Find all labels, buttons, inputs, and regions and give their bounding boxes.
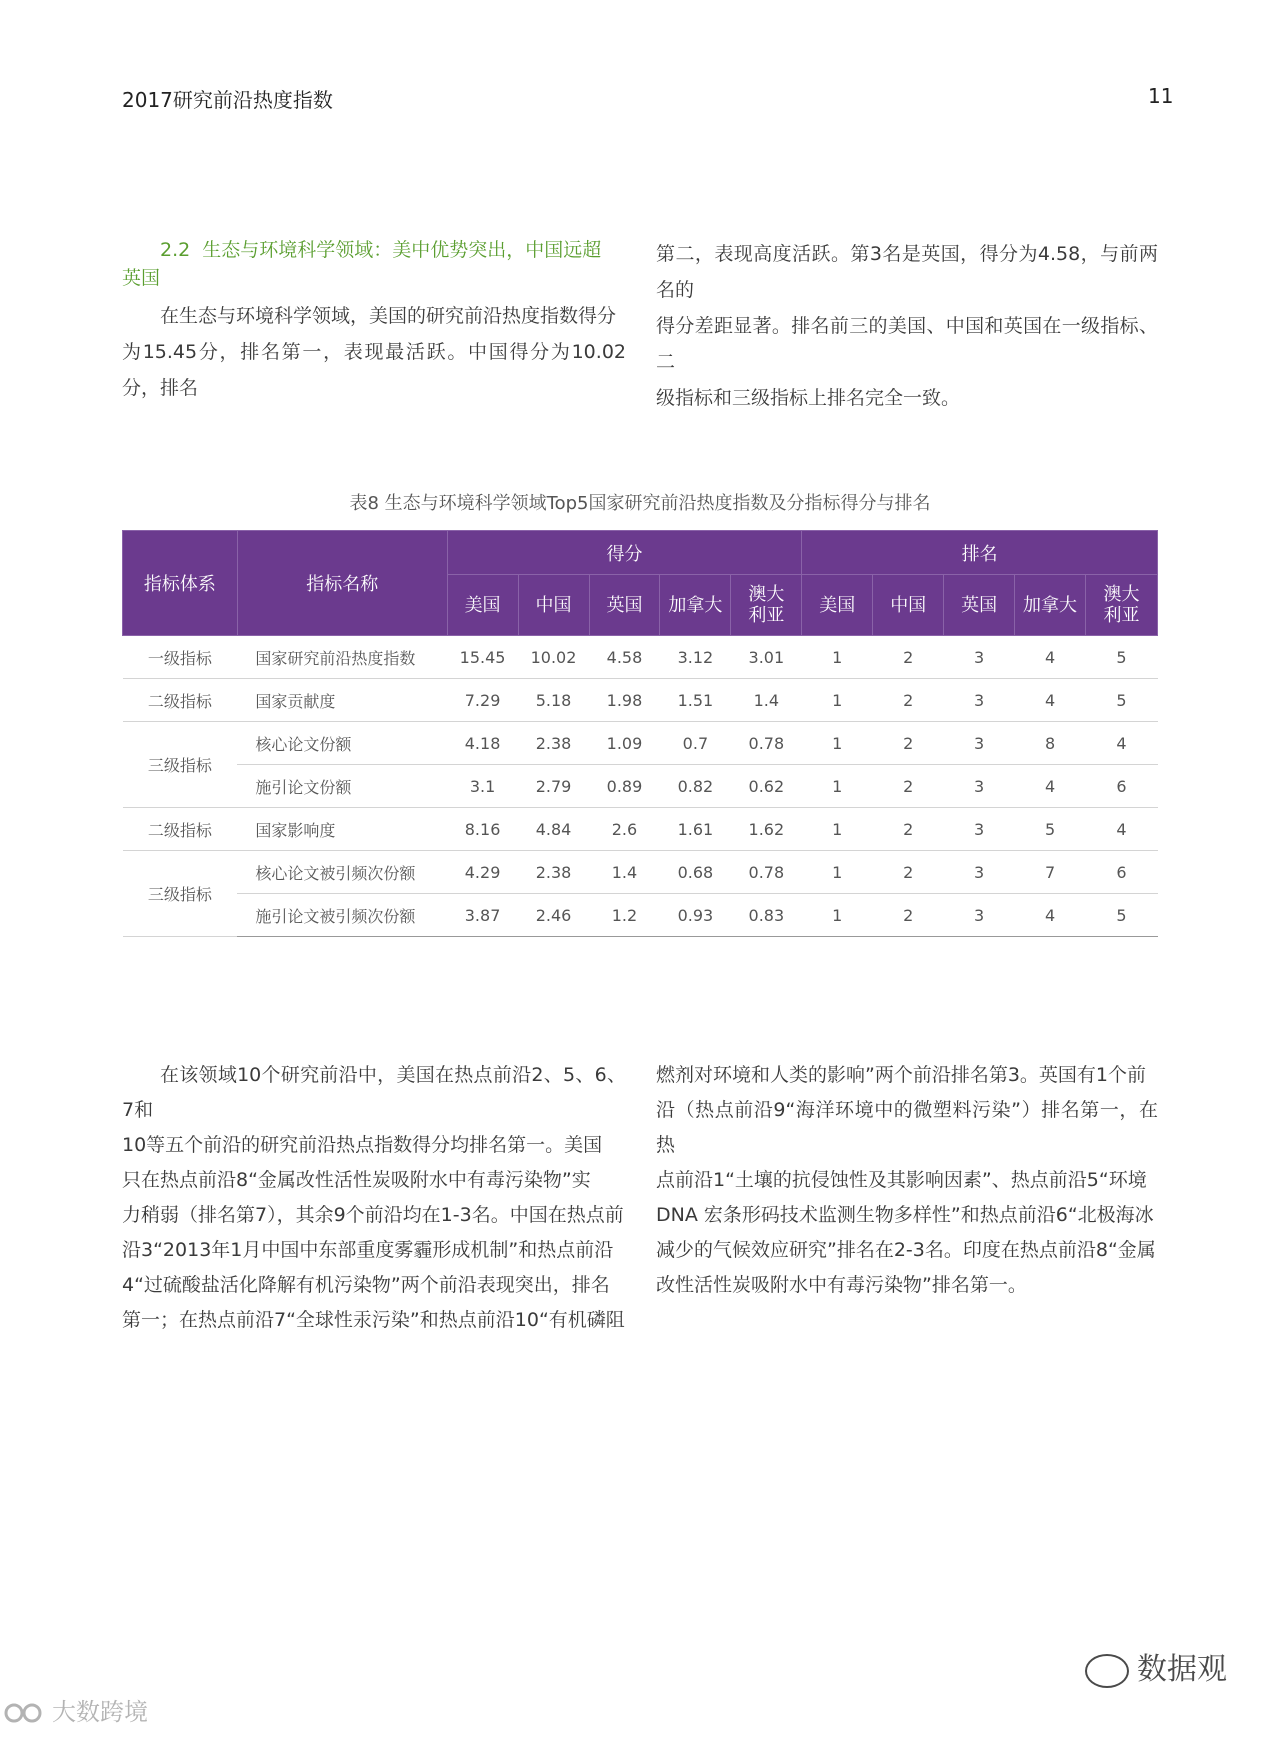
text-line: 第一；在热点前沿7“全球性汞污染”和热点前沿10“有机磷阻 [122,1309,625,1331]
section-heading [122,236,626,292]
indicator-level: 三级指标 [123,851,238,937]
score-cell: 0.89 [589,765,660,808]
table-row [123,636,1158,679]
score-cell: 0.78 [731,722,802,765]
text-line: 点前沿1“土壤的抗侵蚀性及其影响因素”、热点前沿5“环境 [656,1169,1147,1191]
rank-cell: 7 [1015,851,1086,894]
rank-cell: 3 [944,808,1015,851]
watermark-left-text: 大数跨境 [52,1698,148,1726]
rank-cell: 4 [1015,765,1086,808]
table-row [123,851,1158,894]
score-cell: 2.46 [518,894,589,937]
indicator-level: 三级指标 [123,722,238,808]
header-indicator-system: 指标体系 [123,531,238,636]
score-cell: 2.38 [518,722,589,765]
indicator-name: 国家研究前沿热度指数 [237,636,447,679]
text-line: 10等五个前沿的研究前沿热点指数得分均排名第一。美国 [122,1134,603,1156]
score-cell: 1.98 [589,679,660,722]
score-cell: 1.2 [589,894,660,937]
text-line: DNA 宏条形码技术监测生物多样性”和热点前沿6“北极海冰 [656,1204,1154,1226]
text-line: 只在热点前沿8“金属改性活性炭吸附水中有毒污染物”实 [122,1169,591,1191]
section-number: 2.2 [160,239,191,261]
rank-cell: 1 [802,722,873,765]
rank-cell: 4 [1015,894,1086,937]
indicator-name: 核心论文被引频次份额 [237,851,447,894]
score-cell: 0.83 [731,894,802,937]
rank-cell: 2 [873,765,944,808]
score-cell: 1.4 [731,679,802,722]
score-cell: 1.51 [660,679,731,722]
indicator-level: 一级指标 [123,636,238,679]
score-cell: 15.45 [447,636,518,679]
header-rank: 排名 [802,531,1158,575]
score-cell: 10.02 [518,636,589,679]
score-rank-table [122,530,1158,937]
brand-logo-icon [4,1700,48,1726]
score-cell: 0.82 [660,765,731,808]
score-cell: 7.29 [447,679,518,722]
rank-cell: 4 [1015,636,1086,679]
rank-cell: 3 [944,722,1015,765]
text-line: 减少的气候效应研究”排名在2-3名。印度在热点前沿8“金属 [656,1239,1156,1261]
score-cell: 1.62 [731,808,802,851]
rank-cell: 3 [944,636,1015,679]
intro-paragraph [122,298,626,406]
rank-cell: 1 [802,636,873,679]
rank-cell: 5 [1086,894,1158,937]
rank-cell: 1 [802,679,873,722]
watermark-right-text: 数据观 [1137,1652,1227,1687]
text-line: 为15.45分，排名第一，表现最活跃。中国得分为10.02分，排名 [122,341,626,399]
text-line: 4“过硫酸盐活化降解有机污染物”两个前沿表现突出，排名 [122,1274,610,1296]
rank-country-header: 加拿大 [1015,575,1086,636]
rank-cell: 2 [873,722,944,765]
rank-cell: 2 [873,894,944,937]
rank-cell: 1 [802,765,873,808]
rank-cell: 4 [1086,722,1158,765]
rank-cell: 3 [944,679,1015,722]
score-cell: 3.87 [447,894,518,937]
score-cell: 1.09 [589,722,660,765]
score-country-header: 澳大 利亚 [731,575,802,636]
text-line: 沿3“2013年1月中国中东部重度雾霾形成机制”和热点前沿 [122,1239,614,1261]
text-line: 在该领域10个研究前沿中，美国在热点前沿2、5、6、7和 [122,1064,626,1121]
rank-cell: 2 [873,679,944,722]
score-cell: 0.93 [660,894,731,937]
text-line: 第二，表现高度活跃。第3名是英国，得分为4.58，与前两名的 [656,243,1158,301]
rank-cell: 4 [1015,679,1086,722]
section-right-column [656,236,1158,416]
score-cell: 2.79 [518,765,589,808]
rank-country-header: 英国 [944,575,1015,636]
score-cell: 4.29 [447,851,518,894]
rank-cell: 4 [1086,808,1158,851]
rank-cell: 5 [1086,636,1158,679]
page-number: 11 [1148,84,1174,108]
score-cell: 0.62 [731,765,802,808]
body-right-column [656,1058,1158,1303]
watermark-dashu [4,1692,148,1727]
rank-country-header: 澳大 利亚 [1086,575,1158,636]
score-country-header: 英国 [589,575,660,636]
score-cell: 0.68 [660,851,731,894]
section-title-line1: 生态与环境科学领域：美中优势突出，中国远超 [202,239,602,261]
rank-cell: 2 [873,808,944,851]
rank-cell: 2 [873,636,944,679]
header-indicator-name: 指标名称 [237,531,447,636]
rank-cell: 8 [1015,722,1086,765]
text-line: 得分差距显著。排名前三的美国、中国和英国在一级指标、二 [656,315,1158,373]
score-cell: 4.18 [447,722,518,765]
text-line: 在生态与环境科学领域，美国的研究前沿热度指数得分 [160,305,617,327]
indicator-level: 二级指标 [123,808,238,851]
table-row [123,722,1158,765]
table-row [123,808,1158,851]
rank-country-header: 中国 [873,575,944,636]
rank-cell: 3 [944,851,1015,894]
rank-country-header: 美国 [802,575,873,636]
score-country-header: 美国 [447,575,518,636]
rank-cell: 1 [802,808,873,851]
text-line: 级指标和三级指标上排名完全一致。 [656,387,961,409]
section-title-line2: 英国 [122,267,161,289]
score-cell: 1.4 [589,851,660,894]
wechat-icon [1085,1654,1129,1688]
score-cell: 3.12 [660,636,731,679]
indicator-name: 核心论文份额 [237,722,447,765]
score-cell: 4.84 [518,808,589,851]
watermark-shujuguan [1085,1644,1227,1688]
score-cell: 1.61 [660,808,731,851]
score-cell: 0.7 [660,722,731,765]
indicator-name: 施引论文份额 [237,765,447,808]
text-line: 燃剂对环境和人类的影响”两个前沿排名第3。英国有1个前 [656,1064,1147,1086]
rank-cell: 5 [1015,808,1086,851]
score-country-header: 加拿大 [660,575,731,636]
text-line: 改性活性炭吸附水中有毒污染物”排名第一。 [656,1274,1027,1296]
running-header-title: 2017研究前沿热度指数 [122,88,333,112]
score-cell: 3.1 [447,765,518,808]
indicator-level: 二级指标 [123,679,238,722]
score-cell: 2.6 [589,808,660,851]
rank-cell: 3 [944,894,1015,937]
rank-cell: 1 [802,894,873,937]
score-cell: 0.78 [731,851,802,894]
table-caption: 表8 生态与环境科学领域Top5国家研究前沿热度指数及分指标得分与排名 [349,493,931,514]
rank-cell: 3 [944,765,1015,808]
table-row [123,894,1158,937]
section-left-column [122,236,626,406]
score-cell: 8.16 [447,808,518,851]
score-cell: 3.01 [731,636,802,679]
score-cell: 2.38 [518,851,589,894]
header-score: 得分 [447,531,802,575]
score-cell: 4.58 [589,636,660,679]
table-row [123,679,1158,722]
text-line: 力稍弱（排名第7），其余9个前沿均在1-3名。中国在热点前 [122,1204,624,1226]
rank-cell: 5 [1086,679,1158,722]
indicator-name: 国家贡献度 [237,679,447,722]
rank-cell: 6 [1086,765,1158,808]
table-row [123,765,1158,808]
score-cell: 5.18 [518,679,589,722]
indicator-name: 施引论文被引频次份额 [237,894,447,937]
rank-cell: 6 [1086,851,1158,894]
indicator-name: 国家影响度 [237,808,447,851]
text-line: 沿（热点前沿9“海洋环境中的微塑料污染”）排名第一，在热 [656,1099,1158,1156]
rank-cell: 2 [873,851,944,894]
score-country-header: 中国 [518,575,589,636]
rank-cell: 1 [802,851,873,894]
body-left-column [122,1058,626,1338]
